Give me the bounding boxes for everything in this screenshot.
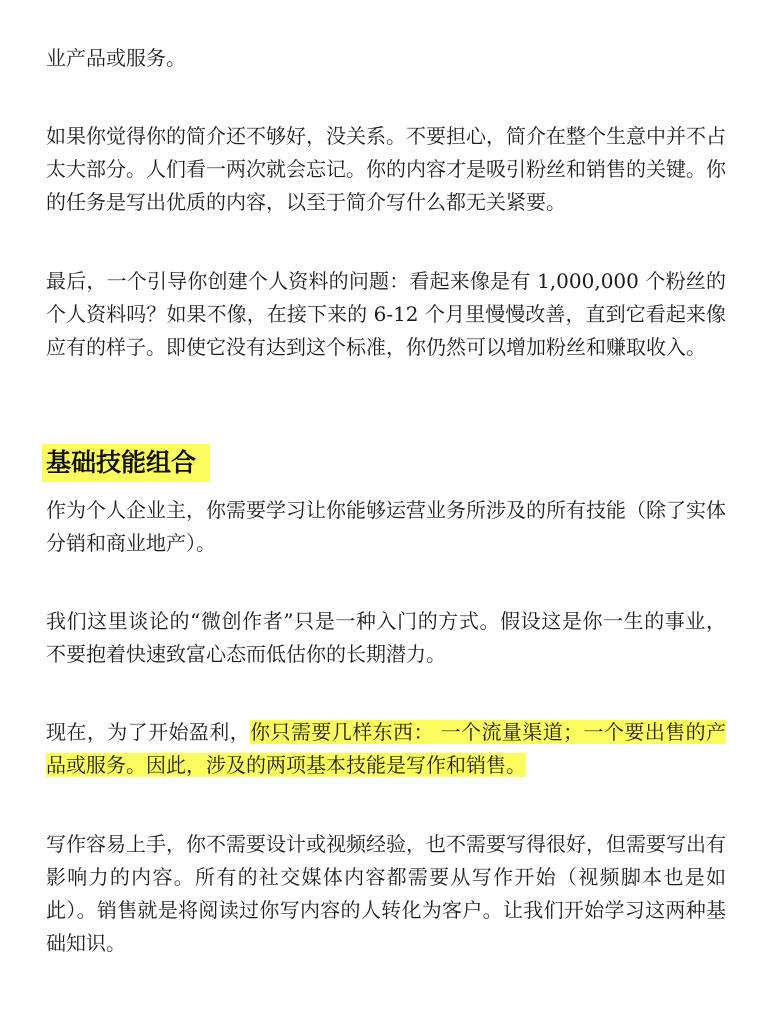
- paragraph-solo-business: 作为个人企业主，你需要学习让你能够运营业务所涉及的所有技能（除了实体分销和商业地产）。: [46, 498, 726, 555]
- highlighted-text: 你只需要几样东西： 一个流量渠道；一个要出售的产品或服务。因此，涉及的两项基本技能是写作和销售。: [46, 720, 727, 777]
- paragraph-monetize-plain: 现在，为了开始盈利，: [46, 720, 251, 744]
- paragraph-micro-creator: 我们这里谈论的“微创作者”只是一种入门的方式。假设这是你一生的事业，不要抱着快速致富心态而低估你的长期潜力。: [46, 609, 726, 666]
- paragraph-profile-question: 最后，一个引导你创建个人资料的问题：看起来像是有 1,000,000 个粉丝的个人资料吗？如果不像，在接下来的 6-12 个月里慢慢改善，直到它看起来像应有的样子。即使它没有达到这个标准，你仍然可以增加粉丝和赚取收入。: [46, 269, 726, 359]
- section-heading: 基础技能组合: [42, 444, 210, 482]
- paragraph-continued: 业产品或服务。: [46, 46, 186, 70]
- paragraph-monetize: [46, 716, 726, 782]
- paragraph-writing-sales: 写作容易上手，你不需要设计或视频经验，也不需要写得很好，但需要写出有影响力的内容。所有的社交媒体内容都需要从写作开始（视频脚本也是如此）。销售就是将阅读过你写内容的人转化为客户。让我们开始学习这两种基础知识。: [46, 832, 726, 955]
- paragraph-bio: 如果你觉得你的简介还不够好，没关系。不要担心，简介在整个生意中并不占太大部分。人们看一两次就会忘记。你的内容才是吸引粉丝和销售的关键。你的任务是写出优质的内容，以至于简介写什么都无关紧要。: [46, 124, 726, 214]
